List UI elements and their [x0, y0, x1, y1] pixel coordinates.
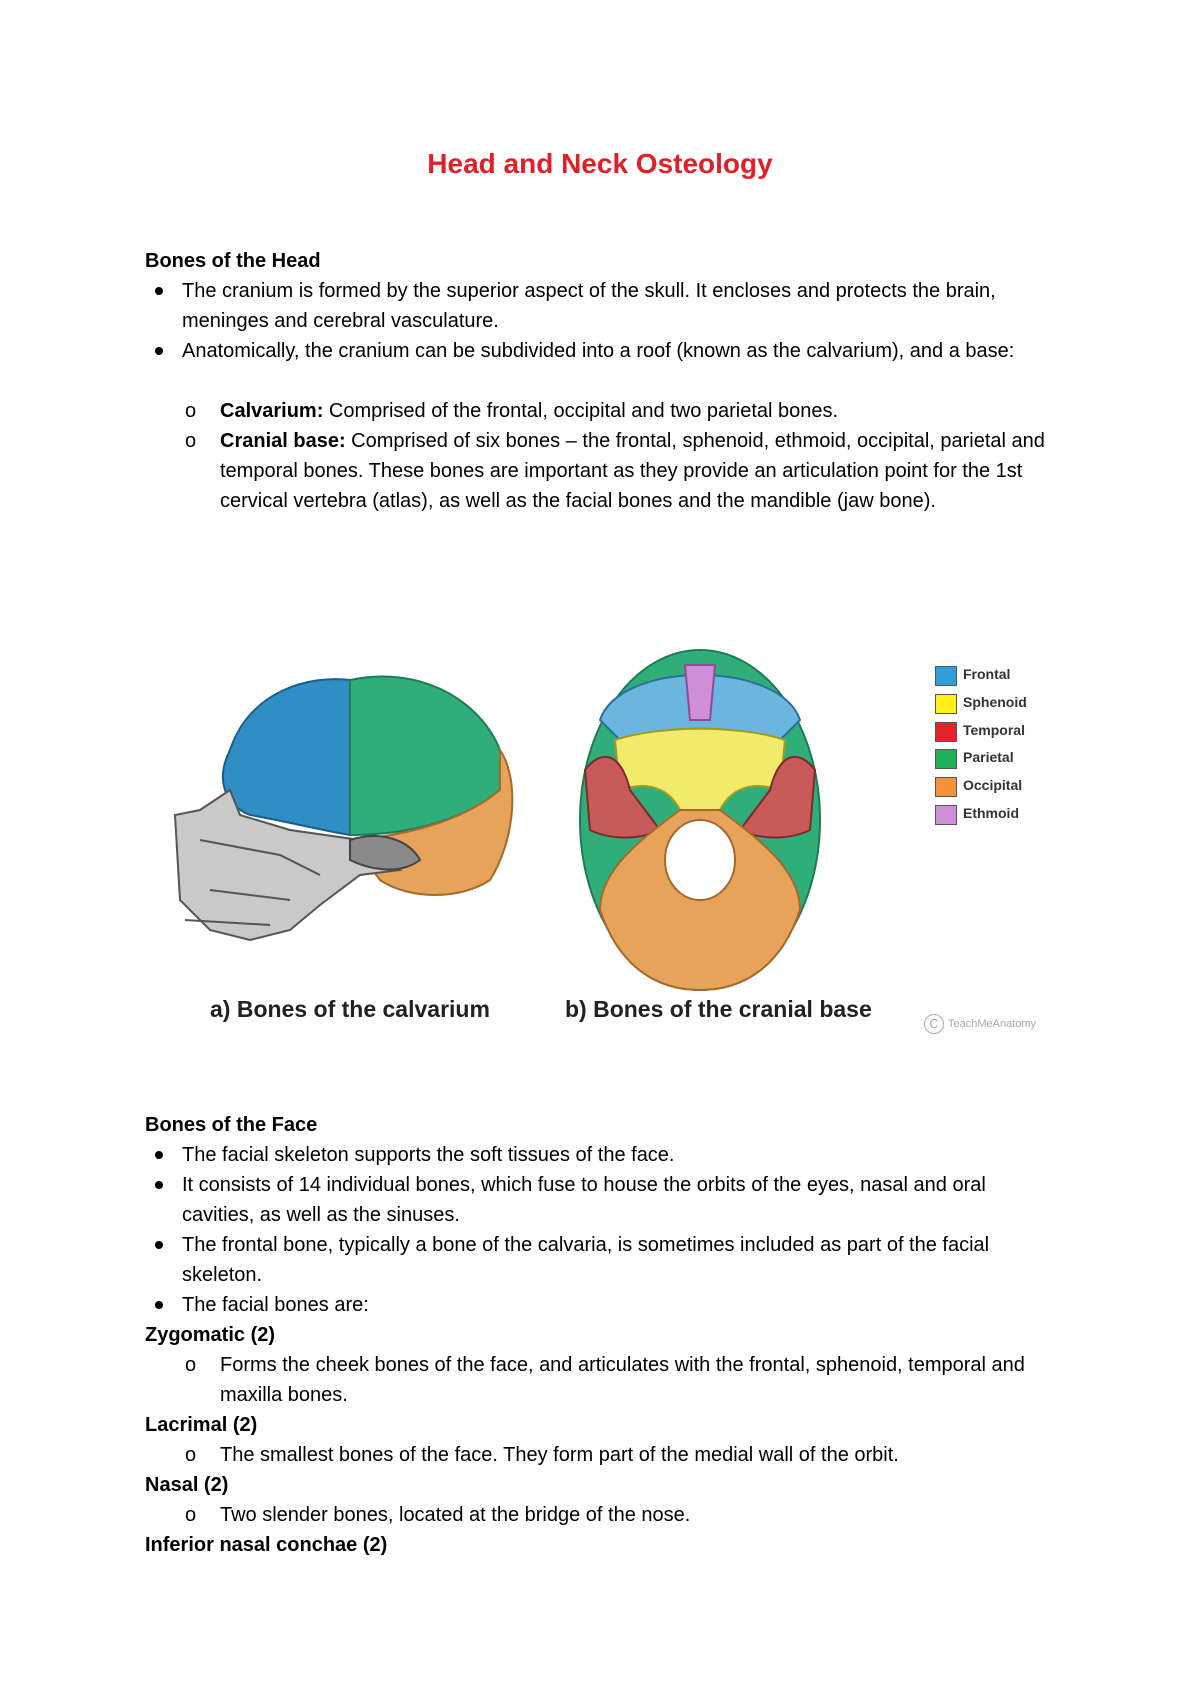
bullet-icon — [155, 1181, 163, 1189]
circle-bullet-icon: o — [185, 400, 197, 422]
circle-bullet-icon: o — [185, 1504, 197, 1526]
copyright-icon: C — [924, 1014, 944, 1034]
bullet-icon — [155, 1301, 163, 1309]
section-heading-face: Bones of the Face — [145, 1114, 318, 1136]
legend-swatch — [935, 666, 957, 686]
section-heading-head: Bones of the Head — [145, 250, 321, 272]
bullet-icon — [155, 347, 163, 355]
document-page: Head and Neck Osteology Bones of the Head The cranium is formed by the superior aspect of the skull. It encloses and protects the brain, meninges and cerebral vasculature. Anatomically, the cranium can be subdivided into a roof (known as the calvarium), and a base: o Calvarium: Comprised of the frontal, occipital and two parietal bones. o Cranial base: Comprised of six bones – the frontal, sphenoid, ethmoid, occipital, parietal and temporal bones. These bones are important as they provide an articulation point for the 1st cervical vertebra (atlas), as well as the facial bones and the mandible (jaw bone). Frontal Sphenoid Temporal Parietal Occipital Ethmoid a) Bones of the calvarium b) Bones of the cranial base C TeachMeAnatomy Bones of the Face The facial skeleton supports the soft tissues of the face. It consists of 14 individual bones, which fuse to house the orbits of the eyes, nasal and oral cavities, as well as the sinuses. The frontal bone, typically a bone of the calvaria, is sometimes included as part of the facial skeleton. The facial bones are: Zygomatic (2) o Forms the cheek bones of the face, and articulates with the frontal, sphenoid, temporal and maxilla bones. Lacrimal (2) o The smallest bones of the face. They form part of the medial wall of the orbit. Nasal (2) o Two slender bones, located at the bridge of the nose. Inferior nasal conchae (2) — [0, 0, 1200, 1698]
calvarium-label: Calvarium: — [220, 400, 324, 422]
legend-swatch — [935, 694, 957, 714]
legend-swatch — [935, 722, 957, 742]
bone-heading-zygomatic: Zygomatic (2) — [145, 1324, 276, 1346]
legend-swatch — [935, 749, 957, 769]
cranial-base-illustration — [580, 650, 820, 990]
legend-swatch — [935, 777, 957, 797]
circle-bullet-icon: o — [185, 1444, 197, 1466]
bullet-icon — [155, 1151, 163, 1159]
circle-bullet-icon: o — [185, 1354, 197, 1376]
circle-bullet-icon: o — [185, 430, 197, 452]
figure-caption-a: a) Bones of the calvarium — [210, 996, 490, 1022]
calvarium-text: Comprised of the frontal, occipital and two parietal bones. — [323, 400, 839, 422]
legend-swatch — [935, 805, 957, 825]
cranial-base-text: Comprised of six bones – the frontal, sphenoid, ethmoid, occipital, parietal and temporal bones. These bones are important as they provide an articulation point for the 1st cervical vertebra (atlas), as well as the facial bones and the mandible (jaw bone). — [220, 430, 1045, 512]
bullet-icon — [155, 1241, 163, 1249]
lateral-skull-illustration — [175, 676, 512, 940]
copyright-watermark: C TeachMeAnatomy — [924, 1014, 1036, 1034]
bone-heading-conchae: Inferior nasal conchae (2) — [145, 1534, 388, 1556]
figure-caption-b: b) Bones of the cranial base — [565, 996, 872, 1022]
cranial-base-label: Cranial base: — [220, 430, 346, 452]
page-title: Head and Neck Osteology — [427, 148, 773, 179]
bullet-icon — [155, 287, 163, 295]
bone-heading-nasal: Nasal (2) — [145, 1474, 229, 1496]
bone-heading-lacrimal: Lacrimal (2) — [145, 1414, 258, 1436]
